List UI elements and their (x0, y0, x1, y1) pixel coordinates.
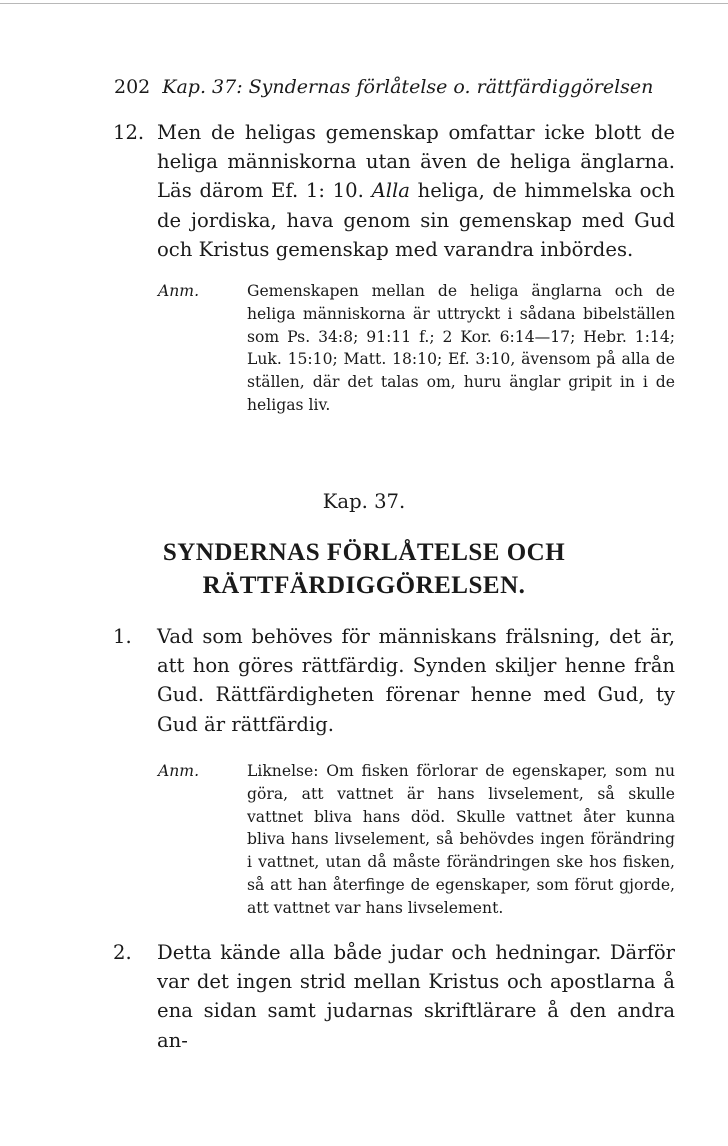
note-1-text: Liknelse: Om fisken förlorar de egenskaper, som nu göra, att vattnet är hans livselement, så skulle vattnet bliva hans död. Skulle vattnet åter kunna bliva hans livselement, så behövdes ingen förändring i vattnet, utan då måste förändringen ske hos fisken, så att han återfinge de egenskaper, som förut gjorde, att vattnet var hans livselement. (247, 762, 675, 917)
running-head-title: Kap. 37: Syndernas förlåtelse o. rättfärdiggörelsen (162, 76, 654, 98)
section-12-text-b: heliga, de himmelska och de jordiska, hava genom sin gemenskap med Gud och Kristus gemenskap med varandra inbördes. (157, 179, 675, 261)
chapter-title-line-1: SYNDERNAS FÖRLÅTELSE OCH (162, 539, 566, 566)
running-head (114, 76, 674, 98)
note-12 (158, 280, 675, 417)
top-edge-rule (0, 3, 728, 4)
chapter-title-line-2: RÄTTFÄRDIGGÖRELSEN. (202, 572, 526, 599)
section-12-text-italic: Alla (371, 179, 410, 203)
section-12-text-a: Men de heligas gemenskap omfattar icke blott de heliga människorna utan även de heliga änglarna. Läs därom Ef. 1: 10. (157, 121, 675, 203)
chapter-title (0, 536, 728, 602)
note-12-text: Gemenskapen mellan de heliga änglarna och de heliga människorna är uttryckt i sådana bibelställen som Ps. 34:8; 91:11 f.; 2 Kor. 6:14—17; Hebr. 1:14; Luk. 15:10; Matt. 18:10; Ef. 3:10, ävensom på alla de ställen, där det talas om, huru änglar gripit in i de heligas liv. (247, 282, 675, 414)
section-1-paragraph (113, 622, 675, 739)
section-2-text: Detta kände alla både judar och hedningar. Därför var det ingen strid mellan Kristus och apostlarna å ena sidan samt judarnas skriftlärare å den andra an- (157, 941, 675, 1052)
section-2-number: 2. (113, 941, 132, 964)
chapter-number: Kap. 37. (322, 490, 406, 513)
note-12-label: Anm. (158, 282, 200, 300)
page-number: 202 (114, 76, 151, 98)
section-1-number: 1. (113, 625, 132, 648)
note-1 (158, 760, 675, 920)
section-12-number: 12. (113, 121, 145, 144)
section-2-paragraph (113, 938, 675, 1055)
note-1-label: Anm. (158, 762, 200, 780)
section-1-text: Vad som behöves för människans frälsning, det är, att hon göres rättfärdig. Synden skiljer henne från Gud. Rättfärdigheten förenar henne med Gud, ty Gud är rättfärdig. (157, 625, 675, 736)
section-12-paragraph (113, 118, 675, 264)
